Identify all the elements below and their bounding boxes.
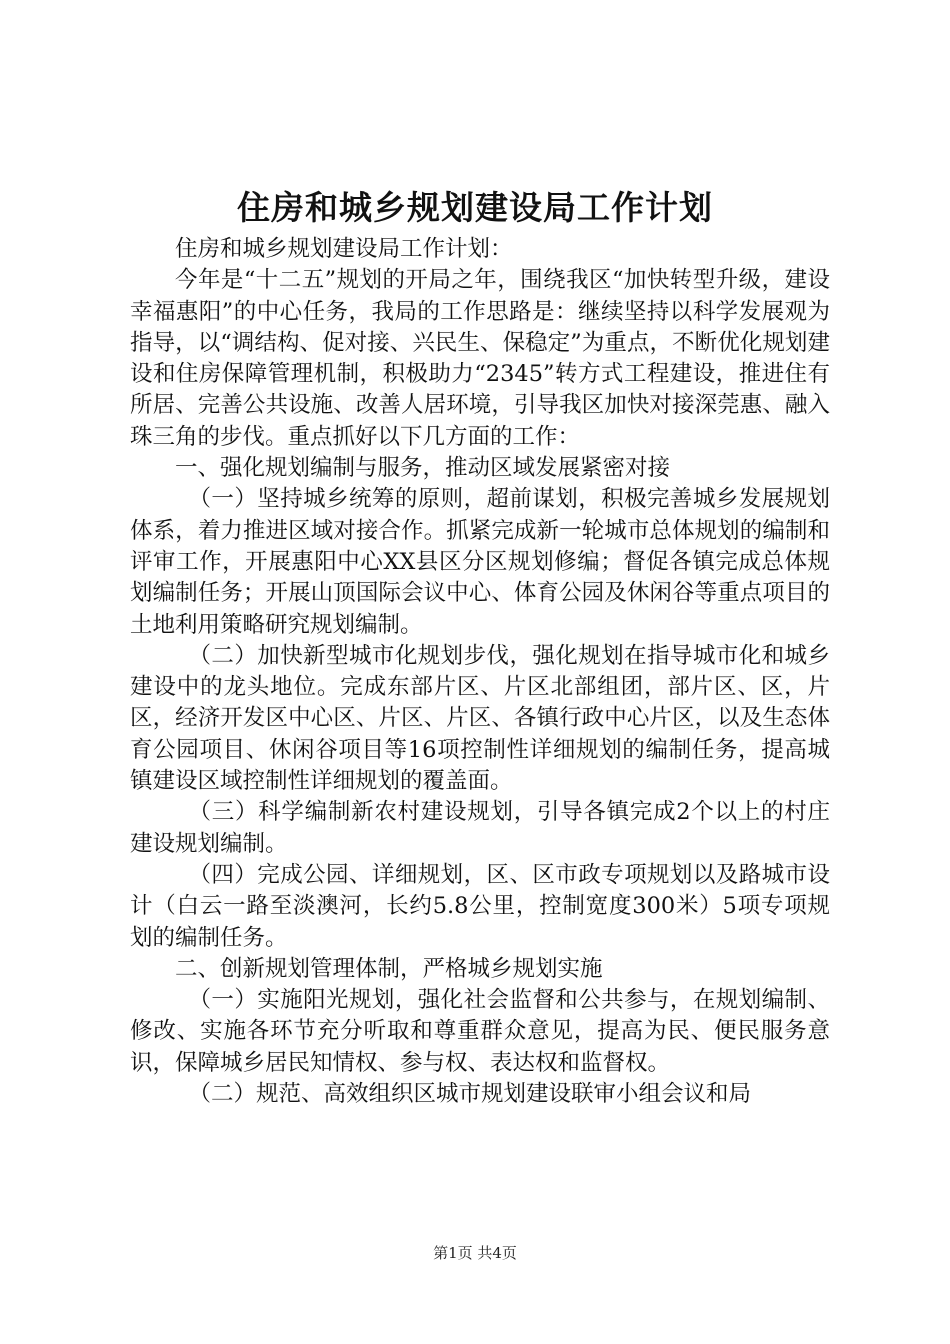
document-title: 住房和城乡规划建设局工作计划 — [237, 188, 713, 227]
page-number-footer: 第1页 共4页 — [433, 1244, 517, 1262]
section-1-item-4: （四）完成公园、详细规划，区、区市政专项规划以及路城市设计（白云一路至淡澳河，长约5.8公里，控制宽度300米）5项专项规划的编制任务。 — [130, 861, 830, 951]
section-1-item-3: （三）科学编制新农村建设规划，引导各镇完成2个以上的村庄建设规划编制。 — [130, 799, 830, 857]
intro-line: 住房和城乡规划建设局工作计划： — [175, 236, 513, 262]
overview-paragraph: 今年是“十二五”规划的开局之年，围绕我区“加快转型升级，建设幸福惠阳”的中心任务，我局的工作思路是：继续坚持以科学发展观为指导，以“调结构、促对接、兴民生、保稳定”为重点，不断优化规划建设和住房保障管理机制，积极助力“2345”转方式工程建设，推进住有所居、完善公共设施、改善人居环境，引导我区加快对接深莞惠、融入珠三角的步伐。重点抓好以下几方面的工作： — [130, 267, 830, 450]
section-1-item-1: （一）坚持城乡统筹的原则，超前谋划，积极完善城乡发展规划体系，着力推进区域对接合作。抓紧完成新一轮城市总体规划的编制和评审工作，开展惠阳中心XX县区分区规划修编；督促各镇完成总体规划编制任务；开展山顶国际会议中心、体育公园及休闲谷等重点项目的土地利用策略研究规划编制。 — [130, 486, 830, 638]
document-body — [130, 234, 830, 1110]
section-2-item-1: （一）实施阳光规划，强化社会监督和公共参与，在规划编制、修改、实施各环节充分听取和尊重群众意见，提高为民、便民服务意识，保障城乡居民知情权、参与权、表达权和监督权。 — [130, 987, 830, 1076]
section-heading-2: 二、创新规划管理体制，严格城乡规划实施 — [175, 955, 603, 982]
section-heading-1: 一、强化规划编制与服务，推动区域发展紧密对接 — [175, 455, 671, 482]
section-2-item-2: （二）规范、高效组织区城市规划建设联审小组会议和局 — [188, 1081, 752, 1108]
section-1-item-2: （二）加快新型城市化规划步伐，强化规划在指导城市化和城乡建设中的龙头地位。完成东部片区、片区北部组团，部片区、区，片区，经济开发区中心区、片区、片区、各镇行政中心片区，以及生态体育公园项目、休闲谷项目等16项控制性详细规划的编制任务，提高城镇建设区域控制性详细规划的覆盖面。 — [130, 642, 830, 795]
